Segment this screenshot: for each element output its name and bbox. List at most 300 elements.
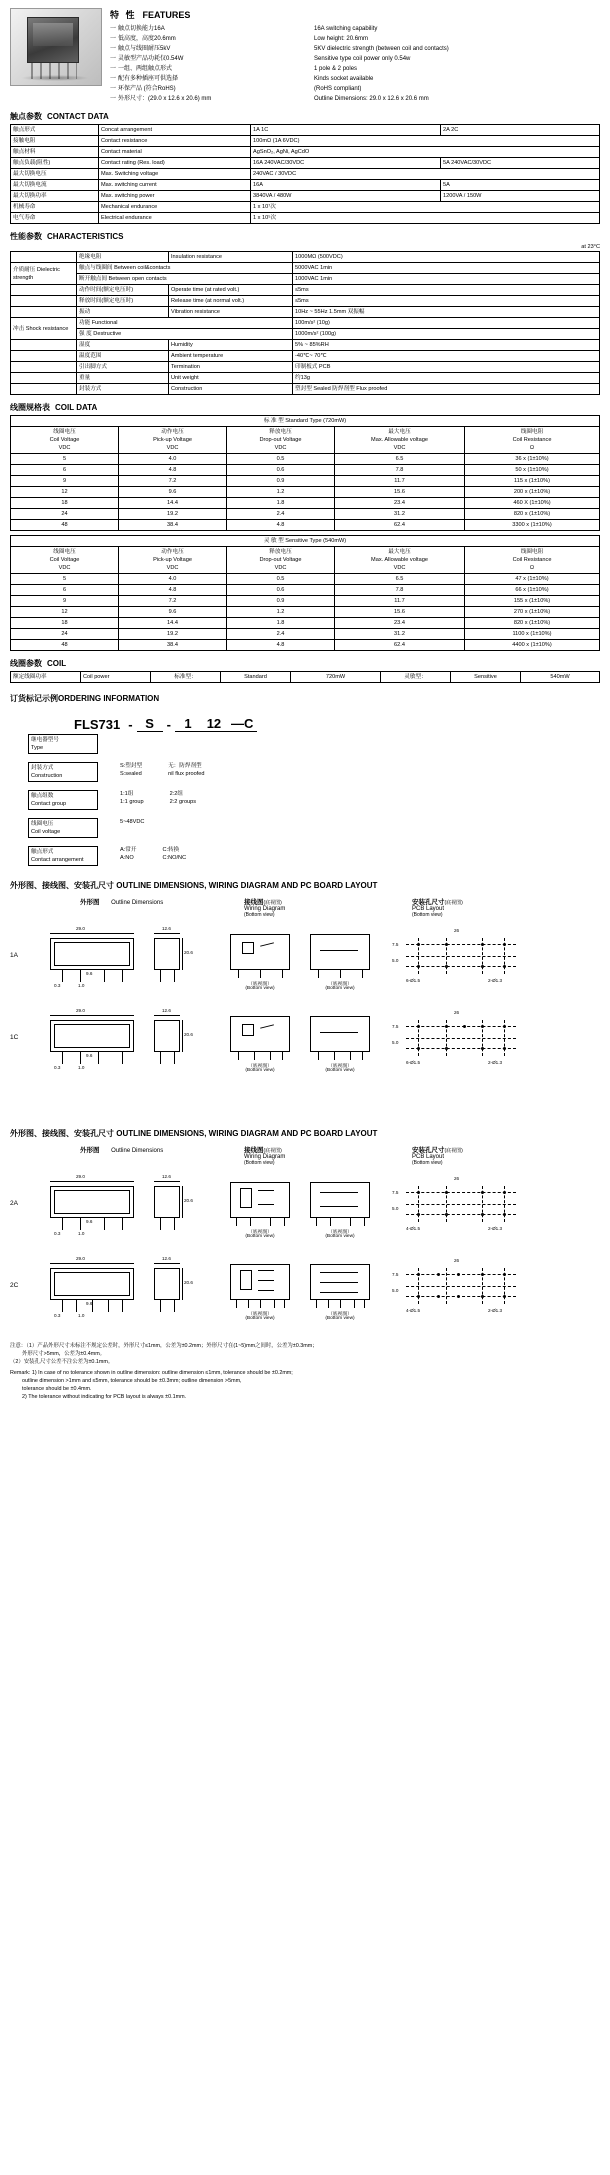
dim-height: 20.6 xyxy=(184,1032,193,1037)
coil-power-heading xyxy=(10,658,600,669)
coil-header-cell: 最大电压 Max. Allowable voltage VDC xyxy=(335,427,465,454)
coil-power-label-cn: 额定线圈功率 xyxy=(11,672,81,683)
dim-pin-thickness: 0.3 xyxy=(54,1313,61,1318)
dim-pin-thickness: 0.3 xyxy=(54,983,61,988)
pcb-hole-2: 2-Ø1.3 xyxy=(488,1308,503,1313)
char-label-cn: 温度范围 xyxy=(77,351,169,362)
char-label-en: Construction xyxy=(169,384,293,395)
wiring-caption-en: (Bottom view) xyxy=(245,986,275,991)
pcb-hole-2: 2-Ø1.3 xyxy=(488,1226,503,1231)
cell: 23.4 xyxy=(335,618,465,629)
pcb-dim-1: 7.5 xyxy=(392,1024,399,1029)
remarks-en-line: tolerance should be ±0.4mm. xyxy=(22,1386,92,1392)
row-value-2: 1200VA / 150W xyxy=(441,191,600,202)
feature-cn-item: 一 触点切换能力16A xyxy=(110,26,165,32)
dim-length: 29.0 xyxy=(76,1174,85,1179)
legend-label-cn: 封装方式 xyxy=(31,765,54,771)
outline1-heading-cn: 外形图、接线图、安装孔尺寸 xyxy=(10,881,114,890)
dim-width: 12.6 xyxy=(162,1008,171,1013)
cell: 31.2 xyxy=(335,629,465,640)
char-group xyxy=(11,252,77,263)
char-label-cn: 释放时间(额定电压时) xyxy=(77,296,169,307)
table-row xyxy=(11,285,600,296)
outline1-column-headers xyxy=(32,897,600,918)
wiring-diagram-1c xyxy=(224,1006,392,1082)
legend-label-en: Coil voltage xyxy=(31,829,61,835)
wiring-caption-cn: （底视图） xyxy=(328,1064,352,1069)
ordering-legend-row xyxy=(28,818,600,838)
coil-header-cell: 动作电压 Pick-up Voltage VDC xyxy=(119,427,227,454)
pcb-hole-1: 4-Ø1.5 xyxy=(406,1226,421,1231)
col-title-en: Outline Dimensions xyxy=(111,1148,164,1154)
table-row xyxy=(11,329,600,340)
cell: 7.8 xyxy=(335,465,465,476)
wiring-caption-cn: （底视图） xyxy=(248,1312,272,1317)
table-row xyxy=(11,351,600,362)
remarks-cn-line: （2）安装孔尺寸公差不注公差为±0.1mm。 xyxy=(10,1359,114,1365)
row-value-1: AgSnO₂, AgNi, AgCdO xyxy=(251,147,600,158)
cell: 19.2 xyxy=(119,629,227,640)
pcb-hole-1: 4-Ø1.5 xyxy=(406,1308,421,1313)
feature-cn-item: 一 外形尺寸：(29.0 x 12.6 x 20.6) mm xyxy=(110,96,212,102)
char-label-en: Vibration resistance xyxy=(169,307,293,318)
pcb-layout-1c xyxy=(392,1006,600,1082)
coil-power-sen-en: Sensitive xyxy=(451,672,521,683)
char-group xyxy=(11,362,77,373)
outline-drawing-1c xyxy=(32,1006,224,1082)
legend-desc-line: 1:1组 xyxy=(120,791,134,797)
char-label-cn: 断开触点间 Between open contacts xyxy=(77,274,293,285)
legend-label-cn: 触点组数 xyxy=(31,793,54,799)
cell: 24 xyxy=(11,509,119,520)
table-row xyxy=(11,465,600,476)
col-title-en: Outline Dimensions xyxy=(111,900,164,906)
coil-data-heading-cn: 线圈规格表 xyxy=(10,403,50,412)
legend-desc xyxy=(120,790,196,806)
cell: 9 xyxy=(11,596,119,607)
cell: 15.6 xyxy=(335,487,465,498)
legend-desc-line: nil flux proofed xyxy=(168,771,205,777)
table-row xyxy=(11,509,600,520)
remarks-cn-line: （1）产品外形尺寸未标注不规定公差时，外形尺寸≤1mm，公差为±0.2mm；外形尺寸在(1~5)mm之间时，公差为±0.3mm； xyxy=(26,1343,318,1349)
cell: 62.4 xyxy=(335,520,465,531)
cell: 11.7 xyxy=(335,476,465,487)
cell: 18 xyxy=(11,498,119,509)
coil-header-cell: 最大电压 Max. Allowable voltage VDC xyxy=(335,547,465,574)
coil-power-sen-value: 540mW xyxy=(521,672,600,683)
ordering-legend-row xyxy=(28,734,600,754)
table-row xyxy=(11,672,600,683)
row-value-1: 16A xyxy=(251,180,441,191)
pcb-dim-3: 26 xyxy=(454,1176,460,1181)
col-title-en: Wiring Diagram xyxy=(244,906,286,912)
cell: 66 x (1±10%) xyxy=(465,585,600,596)
ordering-heading xyxy=(10,693,600,704)
cell: 48 xyxy=(11,640,119,651)
col-outline-dimensions xyxy=(32,1145,244,1166)
code-coil-voltage: 12 xyxy=(201,716,227,732)
col-title-cn: 安装孔尺寸 xyxy=(412,899,445,906)
legend-label xyxy=(28,846,98,866)
cell: 19.2 xyxy=(119,509,227,520)
cell: 7.8 xyxy=(335,585,465,596)
col-pcb-layout xyxy=(412,897,600,918)
row-value-1: 100mΩ (1A 6VDC) xyxy=(251,136,600,147)
coil-power-label-en: Coil power xyxy=(81,672,151,683)
dim-pin-width: 1.0 xyxy=(78,1065,85,1070)
col-title-cn: 外形图 xyxy=(80,1147,100,1154)
legend-desc-line: C:转换 xyxy=(162,847,180,853)
row-label-cn: 最大切换电压 xyxy=(11,169,99,180)
cell: 50 x (1±10%) xyxy=(465,465,600,476)
table-row xyxy=(11,618,600,629)
table-row xyxy=(11,373,600,384)
table-row xyxy=(11,574,600,585)
char-label-cn: 功能 Functional xyxy=(77,318,293,329)
col-subtitle-en: (Bottom view) xyxy=(244,1160,275,1166)
cell: 270 x (1±10%) xyxy=(465,607,600,618)
pcb-dim-1: 7.5 xyxy=(392,942,399,947)
pcb-layout-2a xyxy=(392,1172,600,1248)
feature-cn-item: 一 配有多种插座可供选择 xyxy=(110,76,179,82)
char-value: ≤5ms xyxy=(293,285,600,296)
wiring-caption-en: (Bottom view) xyxy=(325,1068,355,1073)
contact-data-table xyxy=(10,124,600,224)
pcb-dim-3: 26 xyxy=(454,1258,460,1263)
feature-en-item: Sensitive type coil power only 0.54w xyxy=(314,56,411,62)
table-row xyxy=(11,547,600,574)
col-title-en: Wiring Diagram xyxy=(244,1154,286,1160)
cell: 5 xyxy=(11,454,119,465)
pcb-dim-3: 26 xyxy=(454,1010,460,1015)
char-label-cn: 引出脚方式 xyxy=(77,362,169,373)
dim-pin-pitch: 9.6 xyxy=(86,1219,93,1224)
cell: 0.9 xyxy=(227,476,335,487)
coil-power-heading-cn: 线圈参数 xyxy=(10,659,42,668)
feature-en-item: Low height: 20.6mm xyxy=(314,36,369,42)
wiring-caption-cn: （底视图） xyxy=(248,1064,272,1069)
col-subtitle-en: (Bottom view) xyxy=(412,1160,443,1166)
legend-label-cn: 触点形式 xyxy=(31,849,54,855)
row-label-en: Max. switching power xyxy=(99,191,251,202)
row-label-en: Max. switching current xyxy=(99,180,251,191)
table-row xyxy=(11,147,600,158)
features-title-cn: 特 性 xyxy=(110,10,137,20)
char-label-cn: 封装方式 xyxy=(77,384,169,395)
col-pcb-layout xyxy=(412,1145,600,1166)
remarks-section xyxy=(10,1342,600,1401)
table-row xyxy=(11,427,600,454)
characteristics-table xyxy=(10,251,600,395)
char-label-en: Ambient temperature xyxy=(169,351,293,362)
table-row xyxy=(11,318,600,329)
legend-desc-line: 5~48VDC xyxy=(120,819,145,825)
table-row xyxy=(11,136,600,147)
wiring-caption-en: (Bottom view) xyxy=(245,1316,275,1321)
char-value: 5000VAC 1min xyxy=(293,263,600,274)
char-value: 1000m/s² (100g) xyxy=(293,329,600,340)
cell: 48 xyxy=(11,520,119,531)
char-label-cn: 湿度 xyxy=(77,340,169,351)
feature-en-item: Outline Dimensions: 29.0 x 12.6 x 20.6 mm xyxy=(314,96,429,102)
char-group xyxy=(11,296,77,307)
pcb-dim-2: 5.0 xyxy=(392,958,399,963)
col-wiring-diagram xyxy=(244,1145,412,1166)
col-subtitle-en: (Bottom view) xyxy=(244,912,275,918)
table-row xyxy=(11,520,600,531)
wiring-diagram-2c xyxy=(224,1254,392,1330)
feature-en-item: 5KV dielectric strength (between coil and contacts) xyxy=(314,46,449,52)
coil-data-heading-en: COIL DATA xyxy=(55,403,98,412)
legend-desc xyxy=(120,762,204,778)
row-label-cn: 接触电阻 xyxy=(11,136,99,147)
cell: 1.8 xyxy=(227,498,335,509)
legend-desc-line: 2:2 groups xyxy=(169,799,197,805)
char-group xyxy=(11,307,77,318)
dim-length: 29.0 xyxy=(76,1256,85,1261)
feature-en-item: 1 pole & 2 poles xyxy=(314,66,358,72)
remarks-en xyxy=(10,1369,600,1377)
row-label-en: Contact material xyxy=(99,147,251,158)
cell: 15.6 xyxy=(335,607,465,618)
table-row xyxy=(11,202,600,213)
row-label-cn: 最大切换电流 xyxy=(11,180,99,191)
pcb-dim-1: 7.5 xyxy=(392,1272,399,1277)
coil-header-cell: 释放电压 Drop-out Voltage VDC xyxy=(227,547,335,574)
cell: 38.4 xyxy=(119,520,227,531)
remarks-en-line: outline dimension >1mm and ≤5mm, tolerance should be ±0.3mm; outline dimension >5mm, xyxy=(22,1378,242,1384)
wiring-diagram-1a xyxy=(224,924,392,1000)
dim-pin-pitch: 9.6 xyxy=(86,1053,93,1058)
cell: 24 xyxy=(11,629,119,640)
cell: 47 x (1±10%) xyxy=(465,574,600,585)
cell: 4.0 xyxy=(119,454,227,465)
pcb-hole-2: 2-Ø1.3 xyxy=(488,1060,503,1065)
wiring-caption-cn: （底视图） xyxy=(328,1230,352,1235)
pcb-dim-2: 5.0 xyxy=(392,1206,399,1211)
row-label-cn: 触点形式 xyxy=(11,125,99,136)
remarks-en-line: 2) The tolerance without indicating for PCB layout is always ±0.1mm. xyxy=(22,1394,187,1400)
coil-type-label: 灵 敏 型 Sensitive Type (540mW) xyxy=(11,536,600,547)
char-value: 1000VAC 1min xyxy=(293,274,600,285)
dim-height: 20.6 xyxy=(184,950,193,955)
cell: 12 xyxy=(11,607,119,618)
outline2-heading xyxy=(10,1128,600,1139)
code-contact-group: 1 xyxy=(175,716,201,732)
wiring-caption-cn: （底视图） xyxy=(248,1230,272,1235)
legend-label-cn: 继电器型号 xyxy=(31,737,59,743)
outline2-column-headers xyxy=(32,1145,600,1166)
cell: 200 x (1±10%) xyxy=(465,487,600,498)
cell: 9.6 xyxy=(119,607,227,618)
table-row xyxy=(11,536,600,547)
cell: 4.0 xyxy=(119,574,227,585)
row-value-1: 1 x 10⁷次 xyxy=(251,202,600,213)
col-title-cn: 外形图 xyxy=(80,899,100,906)
remarks-en-line: 1) In case of no tolerance shown in outline dimension: outline dimension ≤1mm, tolerance should be ±0.2mm; xyxy=(31,1370,293,1376)
cell: 4400 x (1±10%) xyxy=(465,640,600,651)
table-row xyxy=(11,169,600,180)
cell: 6.5 xyxy=(335,574,465,585)
cell: 62.4 xyxy=(335,640,465,651)
outline-row-2c xyxy=(10,1254,600,1330)
row-label-cn: 触点材料 xyxy=(11,147,99,158)
legend-label xyxy=(28,762,98,782)
features-en-list xyxy=(314,24,600,104)
table-row xyxy=(11,454,600,465)
dim-width: 12.6 xyxy=(162,1256,171,1261)
char-value: 5% ~ 85%RH xyxy=(293,340,600,351)
cell: 11.7 xyxy=(335,596,465,607)
cell: 0.5 xyxy=(227,454,335,465)
char-label-en: Release time (at normal volt.) xyxy=(169,296,293,307)
coil-power-std-en: Standard xyxy=(221,672,291,683)
legend-desc-line: S:塑封型 xyxy=(120,763,143,769)
legend-desc xyxy=(120,846,186,862)
cell: 1.2 xyxy=(227,607,335,618)
legend-desc-line: A:常开 xyxy=(120,847,137,853)
row-value-1: 1 x 10⁵次 xyxy=(251,213,600,224)
feature-cn-item: 一 低高度，高度20.6mm xyxy=(110,36,176,42)
cell: 115 x (1±10%) xyxy=(465,476,600,487)
outline-drawing-2a xyxy=(32,1172,224,1248)
row-label-en: Mechanical endurance xyxy=(99,202,251,213)
coil-header-cell: 线圈电阻 Coil Resistance Ω xyxy=(465,427,600,454)
char-value: ≤5ms xyxy=(293,296,600,307)
char-label-en: Operate time (at rated volt.) xyxy=(169,285,293,296)
wiring-caption-cn: （底视图） xyxy=(328,982,352,987)
cell: 23.4 xyxy=(335,498,465,509)
cell: 6 xyxy=(11,585,119,596)
cell: 1100 x (1±10%) xyxy=(465,629,600,640)
coil-header-cell: 动作电压 Pick-up Voltage VDC xyxy=(119,547,227,574)
pcb-dim-2: 5.0 xyxy=(392,1040,399,1045)
wiring-caption-en: (Bottom view) xyxy=(325,986,355,991)
contact-data-heading xyxy=(10,111,600,122)
cell: 6 xyxy=(11,465,119,476)
cell: 2.4 xyxy=(227,629,335,640)
ordering-heading-cn: 订货标记示例 xyxy=(10,694,58,703)
coil-power-std-cn: 标准型： xyxy=(151,672,221,683)
row-label-cn: 电气寿命 xyxy=(11,213,99,224)
dim-height: 20.6 xyxy=(184,1280,193,1285)
dim-pin-thickness: 0.3 xyxy=(54,1231,61,1236)
outline-row-2a xyxy=(10,1172,600,1248)
feature-en-item: (RoHS compliant) xyxy=(314,86,362,92)
row-label-cn: 触点负载(阻性) xyxy=(11,158,99,169)
cell: 2.4 xyxy=(227,509,335,520)
col-title-en: PCB Layout xyxy=(412,906,445,912)
col-title-cn: 安装孔尺寸 xyxy=(412,1147,445,1154)
row-value-1: 1A 1C xyxy=(251,125,441,136)
coil-power-sen-cn: 灵敏型： xyxy=(381,672,451,683)
remarks-cn-head: 注意： xyxy=(10,1343,27,1349)
cell: 820 x (1±10%) xyxy=(465,618,600,629)
cell: 1.8 xyxy=(227,618,335,629)
col-wiring-diagram xyxy=(244,897,412,918)
char-group: 介质耐压 Dielectric strength xyxy=(11,263,77,285)
feature-cn-item: 一 触点与线圈耐压5kV xyxy=(110,46,171,52)
char-label-en: Humidity xyxy=(169,340,293,351)
cell: 460 X (1±10%) xyxy=(465,498,600,509)
table-row xyxy=(11,629,600,640)
col-subtitle-cn: (底视图) xyxy=(263,1148,282,1154)
table-row xyxy=(11,487,600,498)
table-row xyxy=(11,158,600,169)
outline1-heading xyxy=(10,880,600,891)
wiring-diagram-2a xyxy=(224,1172,392,1248)
ordering-heading-en: ORDERING INFORMATION xyxy=(58,694,160,703)
ordering-section xyxy=(10,693,600,866)
cell: 7.2 xyxy=(119,476,227,487)
char-value: 10Hz ~ 55Hz 1.5mm 双振幅 xyxy=(293,307,600,318)
row-label-2c: 2C xyxy=(10,1282,19,1289)
legend-desc-line: 2:2组 xyxy=(169,791,184,797)
char-value: 100m/s² (10g) xyxy=(293,318,600,329)
wiring-caption-en: (Bottom view) xyxy=(245,1234,275,1239)
row-label-cn: 最大切换功率 xyxy=(11,191,99,202)
table-row xyxy=(11,640,600,651)
table-row xyxy=(11,180,600,191)
legend-desc-line: 1:1 group xyxy=(120,799,144,805)
char-group xyxy=(11,340,77,351)
legend-desc-line: C:NO/NC xyxy=(162,855,187,861)
wiring-caption-en: (Bottom view) xyxy=(245,1068,275,1073)
dim-length: 29.0 xyxy=(76,1008,85,1013)
features-title-en: FEATURES xyxy=(142,10,191,20)
dim-pin-width: 1.0 xyxy=(78,1313,85,1318)
code-dash-1: - xyxy=(128,717,133,732)
col-title-en: PCB Layout xyxy=(412,1154,445,1160)
char-label-cn: 振动 xyxy=(77,307,169,318)
col-title-cn: 接线图 xyxy=(244,1147,264,1154)
char-group xyxy=(11,351,77,362)
row-label-en: Electrical endurance xyxy=(99,213,251,224)
col-subtitle-cn: (底视图) xyxy=(444,1148,463,1154)
cell: 0.9 xyxy=(227,596,335,607)
features-section xyxy=(10,8,600,104)
cell: 1.2 xyxy=(227,487,335,498)
legend-label xyxy=(28,734,98,754)
coil-power-table xyxy=(10,671,600,683)
outline-drawing-2c xyxy=(32,1254,224,1330)
table-row xyxy=(11,296,600,307)
pcb-dim-2: 5.0 xyxy=(392,1288,399,1293)
outline-row-1c xyxy=(10,1006,600,1082)
char-value: 1000MΩ (500VDC) xyxy=(293,252,600,263)
dim-pin-thickness: 0.3 xyxy=(54,1065,61,1070)
cell: 4.8 xyxy=(119,585,227,596)
coil-header-cell: 线圈电压 Coil Voltage VDC xyxy=(11,547,119,574)
char-label-cn: 触点与线圈间 Between coil&contacts xyxy=(77,263,293,274)
wiring-caption-en: (Bottom view) xyxy=(325,1316,355,1321)
characteristics-heading-en: CHARACTERISTICS xyxy=(47,232,124,241)
wiring-caption-cn: （底视图） xyxy=(248,982,272,987)
relay-product-photo xyxy=(10,8,102,86)
dim-pin-pitch: 9.6 xyxy=(86,1301,93,1306)
char-label-en: Termination xyxy=(169,362,293,373)
legend-label-en: Contact arrangement xyxy=(31,857,84,863)
row-value-1: 3840VA / 480W xyxy=(251,191,441,202)
row-value-2: 2A 2C xyxy=(441,125,600,136)
char-label-en: Unit weight xyxy=(169,373,293,384)
coil-header-cell: 线圈电阻 Coil Resistance Ω xyxy=(465,547,600,574)
wiring-caption-cn: （底视图） xyxy=(328,1312,352,1317)
cell: 4.8 xyxy=(227,640,335,651)
table-row xyxy=(11,607,600,618)
legend-desc-line: A:NO xyxy=(120,855,134,861)
table-row xyxy=(11,596,600,607)
